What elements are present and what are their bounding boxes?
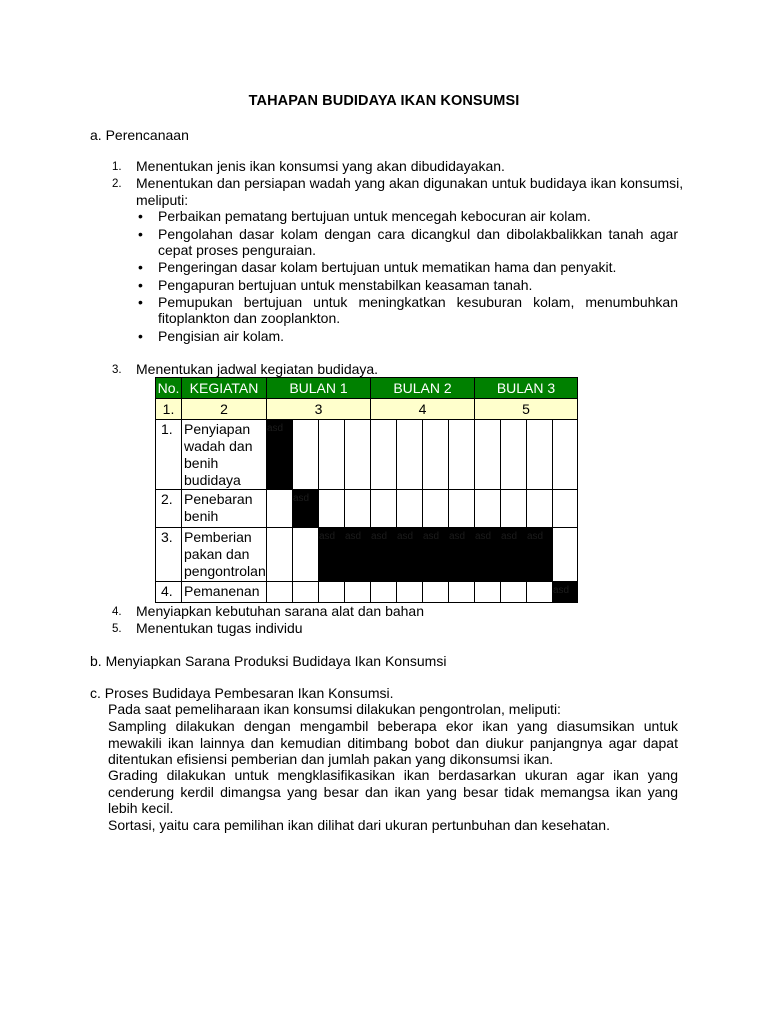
schedule-cell-row-4-week-3 [318,581,345,603]
bullet-glyph: • [138,226,143,242]
table-row-2-no: 2. [155,489,182,528]
schedule-cell-row-3-week-2 [292,527,319,582]
bullet-4-text: Pengapuran bertujuan untuk menstabilkan keasaman tanah. [158,277,533,293]
item-4-number: 4. [112,606,122,618]
item-5-number: 5. [112,623,122,635]
schedule-cell-row-3-week-7: asd [422,527,449,582]
item-3-number: 3. [112,364,122,376]
schedule-cell-row-3-week-5: asd [370,527,397,582]
table-subheader-bulan-1: 3 [266,398,371,420]
schedule-cell-row-3-week-6: asd [396,527,423,582]
bullet-glyph: • [138,277,143,293]
schedule-cell-row-1-week-1: asd [266,419,293,490]
table-row-4-kegiatan [181,581,267,603]
schedule-cell-row-1-week-4 [344,419,371,490]
schedule-cell-row-3-week-1 [266,527,293,582]
schedule-cell-row-1-week-11 [526,419,553,490]
schedule-cell-row-3-week-10: asd [500,527,527,582]
table-row-1-no: 1. [155,419,182,490]
kegiatan-line: Penyiapan [184,421,251,437]
schedule-cell-row-4-week-6 [396,581,423,603]
schedule-cell-row-2-week-7 [422,489,449,528]
sampling-line-2: mewakili ikan lainnya dan kemudian ditimbang bobot dan diukur panjangnya agar dapat [108,735,678,751]
section-a-heading: a. Perencanaan [90,127,189,143]
schedule-cell-row-4-week-2 [292,581,319,603]
table-header-kegiatan: KEGIATAN [181,377,267,399]
table-row-4-no: 4. [155,581,182,603]
schedule-cell-row-1-week-5 [370,419,397,490]
schedule-cell-row-2-week-9 [474,489,501,528]
schedule-cell-row-1-week-10 [500,419,527,490]
table-row-3-kegiatan [181,527,267,582]
sampling-line-3: ditentukan efisiensi pemberian dan jumlah pakan yang dikonsumsi ikan. [108,751,554,767]
schedule-cell-row-4-week-11 [526,581,553,603]
item-5-text: Menentukan tugas individu [136,620,303,636]
item-3-text: Menentukan jadwal kegiatan budidaya. [136,361,379,377]
schedule-cell-row-4-week-1 [266,581,293,603]
kegiatan-line: pengontrolan [184,563,266,579]
bullet-2-text-line1: Pengolahan dasar kolam dengan cara dicangkul dan dibolakbalikkan tanah agar [158,226,678,242]
bullet-3-text: Pengeringan dasar kolam bertujuan untuk mematikan hama dan penyakit. [158,259,617,275]
schedule-cell-row-2-week-12 [552,489,578,528]
bullet-1-text: Perbaikan pematang bertujuan untuk mencegah kebocuran air kolam. [158,208,591,224]
schedule-cell-row-2-week-1 [266,489,293,528]
section-c-intro: Pada saat pemeliharaan ikan konsumsi dilakukan pengontrolan, meliputi: [108,701,561,717]
kegiatan-line: budidaya [184,472,241,488]
table-row-2-kegiatan [181,489,267,528]
schedule-cell-row-4-week-8 [448,581,475,603]
kegiatan-line: Pemberian [184,529,252,545]
kegiatan-line: benih [184,508,219,524]
schedule-cell-row-3-week-3: asd [318,527,345,582]
table-header-bulan-3: BULAN 3 [474,377,578,399]
table-subheader-kegiatan: 2 [181,398,267,420]
item-2-text-line1: Menentukan dan persiapan wadah yang akan digunakan untuk budidaya ikan konsumsi, [136,175,684,191]
schedule-cell-row-2-week-4 [344,489,371,528]
kegiatan-line: Pemanenan [184,583,260,599]
schedule-cell-row-3-week-8: asd [448,527,475,582]
section-c-heading: c. Proses Budidaya Pembesaran Ikan Konsumsi. [90,685,394,701]
schedule-cell-row-1-week-9 [474,419,501,490]
schedule-cell-row-3-week-4: asd [344,527,371,582]
table-row-3-no: 3. [155,527,182,582]
table-subheader-no: 1. [155,398,182,420]
schedule-cell-row-1-week-12 [552,419,578,490]
schedule-cell-row-4-week-12: asd [552,581,578,603]
schedule-cell-row-4-week-10 [500,581,527,603]
schedule-cell-row-2-week-6 [396,489,423,528]
schedule-cell-row-3-week-11: asd [526,527,553,582]
table-subheader-bulan-2: 4 [370,398,475,420]
schedule-cell-row-1-week-2 [292,419,319,490]
bullet-glyph: • [138,208,143,224]
grading-line-2: cenderung kerdil dimangsa yang besar dan ikan yang besar tidak memangsa ikan yang [108,784,678,800]
page-title: TAHAPAN BUDIDAYA IKAN KONSUMSI [248,93,520,109]
sortasi-text: Sortasi, yaitu cara pemilihan ikan dilihat dari ukuran pertunbuhan dan kesehatan. [108,817,610,833]
table-header-bulan-2: BULAN 2 [370,377,475,399]
bullet-glyph: • [138,294,143,310]
schedule-cell-row-1-week-6 [396,419,423,490]
kegiatan-line: wadah dan [184,438,253,454]
grading-line-3: lebih kecil. [108,800,174,816]
bullet-5-text-line1: Pemupukan bertujuan untuk meningkatkan kesuburan kolam, menumbuhkan [158,294,678,310]
kegiatan-line: pakan dan [184,546,250,562]
bullet-glyph: • [138,259,143,275]
item-2-text-line2: meliputi: [136,192,189,208]
section-b-heading: b. Menyiapkan Sarana Produksi Budidaya Ikan Konsumsi [90,653,447,669]
schedule-cell-row-1-week-3 [318,419,345,490]
sampling-line-1: Sampling dilakukan dengan mengambil beberapa ekor ikan yang diasumsikan untuk [108,718,678,734]
schedule-cell-row-1-week-7 [422,419,449,490]
table-header-bulan-1: BULAN 1 [266,377,371,399]
kegiatan-line: Penebaran [184,491,253,507]
schedule-cell-row-3-week-9: asd [474,527,501,582]
schedule-cell-row-1-week-8 [448,419,475,490]
table-subheader-bulan-3: 5 [474,398,578,420]
schedule-cell-row-3-week-12 [552,527,578,582]
item-2-number: 2. [112,178,122,190]
item-1-text: Menentukan jenis ikan konsumsi yang akan dibudidayakan. [136,158,505,174]
schedule-cell-row-2-week-8 [448,489,475,528]
bullet-glyph: • [138,328,143,344]
table-row-1-kegiatan [181,419,267,490]
bullet-5-text-line2: fitoplankton dan zooplankton. [158,310,341,326]
schedule-cell-row-2-week-11 [526,489,553,528]
schedule-cell-row-2-week-3 [318,489,345,528]
schedule-cell-row-4-week-9 [474,581,501,603]
schedule-cell-row-4-week-4 [344,581,371,603]
item-1-number: 1. [112,161,122,173]
schedule-cell-row-2-week-5 [370,489,397,528]
schedule-cell-row-4-week-7 [422,581,449,603]
schedule-cell-row-4-week-5 [370,581,397,603]
bullet-2-text-line2: cepat proses penguraian. [158,242,316,258]
bullet-6-text: Pengisian air kolam. [158,328,285,344]
grading-line-1: Grading dilakukan untuk mengklasifikasikan ikan berdasarkan ukuran agar ikan yang [108,767,678,783]
schedule-cell-row-2-week-2: asd [292,489,319,528]
table-header-no: No. [155,377,182,399]
item-4-text: Menyiapkan kebutuhan sarana alat dan bahan [136,603,424,619]
kegiatan-line: benih [184,455,219,471]
schedule-cell-row-2-week-10 [500,489,527,528]
